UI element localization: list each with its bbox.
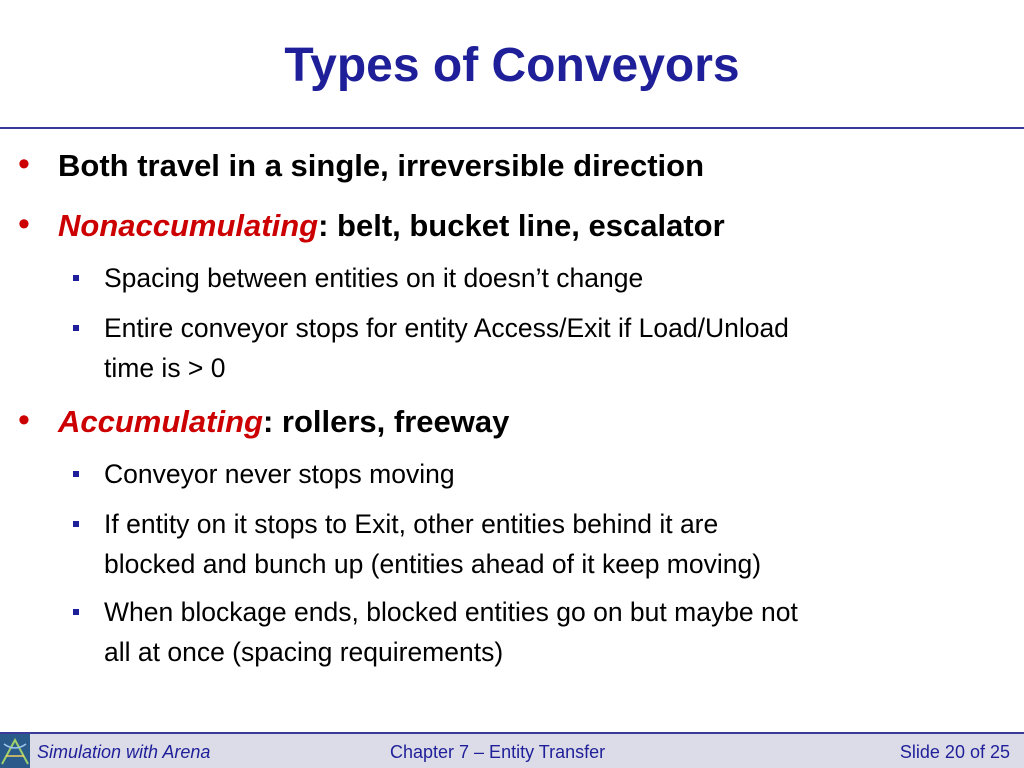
bullet-text: : rollers, freeway bbox=[262, 404, 510, 439]
sub-bullet-item bbox=[104, 504, 1004, 584]
sub-bullet-text: If entity on it stops to Exit, other entities behind it are bbox=[104, 509, 719, 539]
square-bullet-icon bbox=[73, 275, 79, 281]
footer-course-title: Simulation with Arena bbox=[37, 742, 211, 762]
bullet-item bbox=[18, 401, 510, 442]
bullet-item bbox=[18, 205, 725, 246]
sub-bullet-text: When blockage ends, blocked entities go on but maybe not bbox=[104, 597, 798, 627]
sub-bullet-item bbox=[104, 592, 1004, 672]
sub-bullet-item bbox=[104, 258, 1004, 298]
bullet-emphasis: Nonaccumulating bbox=[58, 208, 319, 243]
square-bullet-icon bbox=[73, 471, 79, 477]
sub-bullet-text: Conveyor never stops moving bbox=[104, 459, 455, 489]
slide-title: Types of Conveyors bbox=[284, 39, 740, 92]
bullet-item bbox=[18, 145, 705, 186]
sub-bullet-text: Entire conveyor stops for entity Access/Exit if Load/Unload bbox=[104, 313, 789, 343]
bullet-text: : belt, bucket line, escalator bbox=[318, 208, 725, 243]
sub-bullet-text: Spacing between entities on it doesn’t change bbox=[104, 263, 644, 293]
sub-bullet-item bbox=[104, 454, 1004, 494]
bullet-dot-icon: • bbox=[18, 401, 30, 439]
footer-chapter: Chapter 7 – Entity Transfer bbox=[390, 742, 606, 762]
sub-bullet-text-continued: all at once (spacing requirements) bbox=[104, 637, 504, 667]
square-bullet-icon bbox=[73, 609, 79, 615]
arena-logo-icon bbox=[0, 734, 30, 768]
bullet-text: Both travel in a single, irreversible direction bbox=[58, 148, 705, 183]
footer-slide-number: Slide 20 of 25 bbox=[899, 742, 1010, 762]
square-bullet-icon bbox=[73, 521, 79, 527]
sub-bullet-text-continued: blocked and bunch up (entities ahead of it keep moving) bbox=[104, 549, 762, 579]
title-divider bbox=[0, 127, 1024, 129]
bullet-emphasis: Accumulating bbox=[58, 404, 263, 439]
sub-bullet-text-continued: time is > 0 bbox=[104, 353, 226, 383]
bullet-dot-icon: • bbox=[18, 145, 30, 183]
square-bullet-icon bbox=[73, 325, 79, 331]
sub-bullet-item bbox=[104, 308, 1004, 388]
bullet-dot-icon: • bbox=[18, 205, 30, 243]
